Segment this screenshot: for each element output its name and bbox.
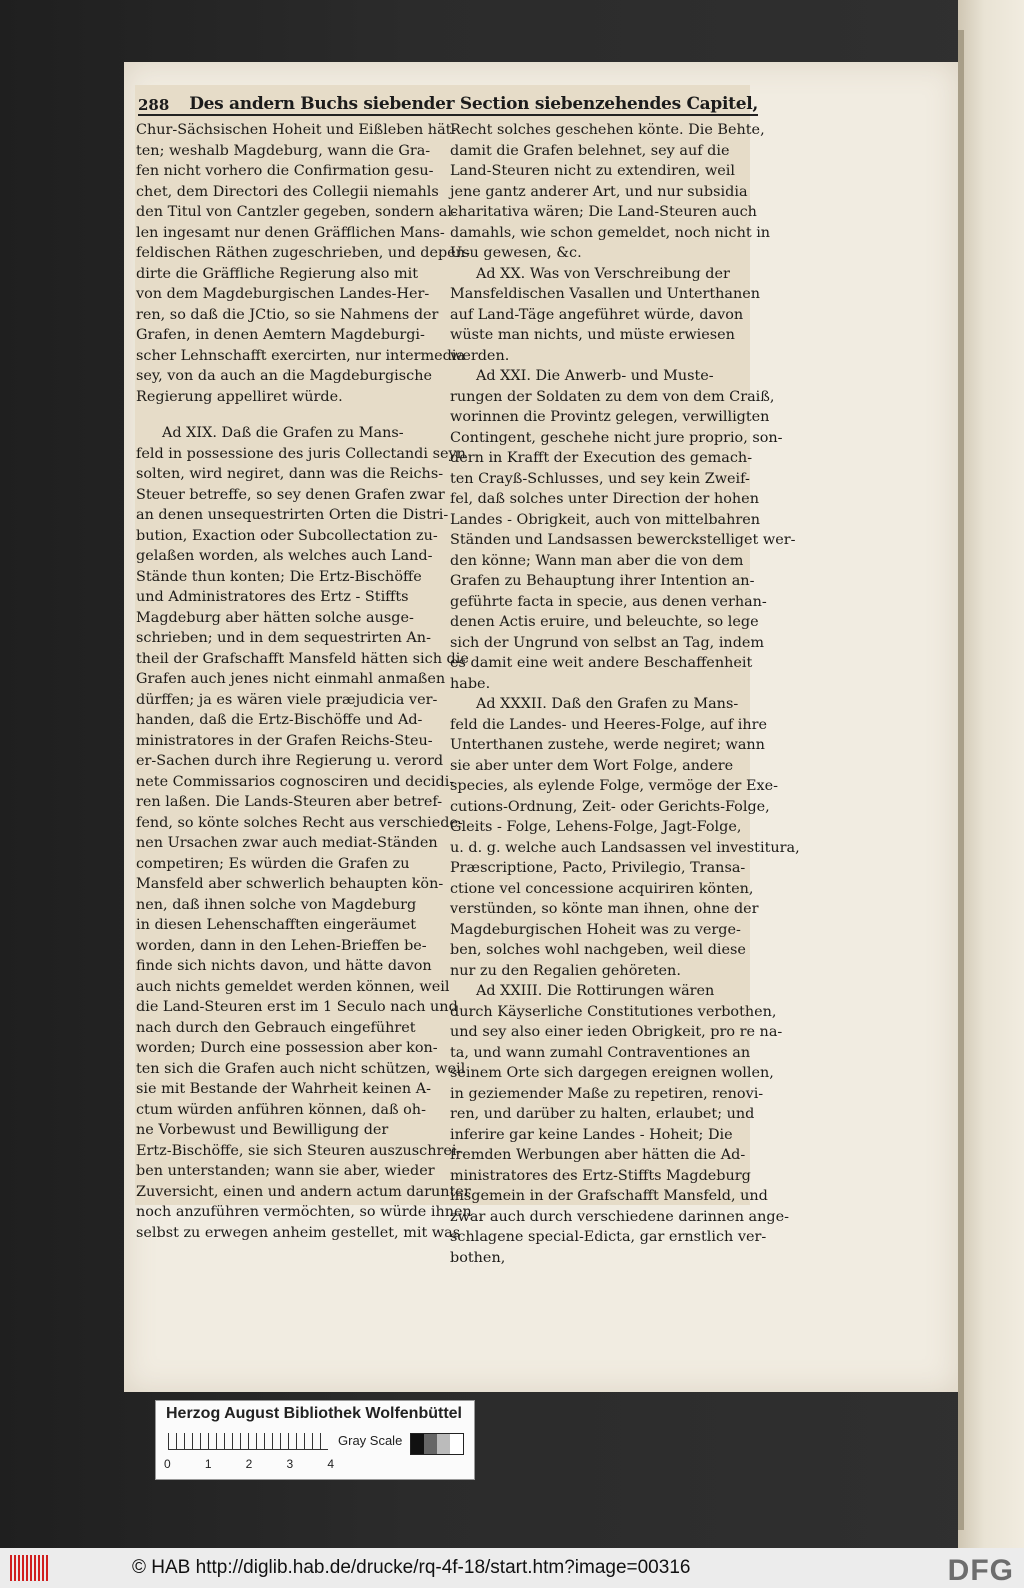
text-line: nur zu den Regalien gehöreten.	[450, 962, 681, 979]
text-line: ren laßen. Die Lands-Steuren aber betref-	[136, 794, 443, 810]
running-title: Des andern Buchs siebender Section siebenzehendes Capitel,	[189, 94, 758, 114]
text-line: sie aber unter dem Wort Folge, andere	[450, 757, 734, 774]
text-line: noch anzuführen vermöchten, so würde ihnen	[136, 1204, 472, 1220]
text-line: jene gantz anderer Art, und nur subsidia	[450, 183, 748, 200]
gray-swatch	[450, 1434, 463, 1454]
text-line: feld die Landes- und Heeres-Folge, auf ihre	[450, 716, 767, 733]
text-line: Ad XXXII. Daß den Grafen zu Mans-	[476, 696, 739, 712]
ruler-number: 1	[204, 1457, 212, 1471]
dfg-logo: DFG	[947, 1554, 1014, 1587]
library-name: Herzog August Bibliothek Wolfenbüttel	[166, 1405, 462, 1422]
text-line: Mansfeldischen Vasallen und Unterthanen	[450, 286, 761, 302]
text-line: damahls, wie schon gemeldet, noch nicht in	[450, 224, 771, 241]
text-line: ten Crayß-Schlusses, und sey kein Zweif-	[450, 470, 750, 487]
text-line: cutions-Ordnung, Zeit- oder Gerichts-Folge,	[450, 798, 770, 815]
text-line: dern in Krafft der Execution des gemach-	[450, 450, 753, 466]
text-line: Ad XIX. Daß die Grafen zu Mans-	[162, 425, 404, 441]
text-line: insgemein in der Grafschafft Mansfeld, und	[450, 1188, 768, 1204]
text-line: worden; Durch eine possession aber kon-	[136, 1040, 438, 1056]
text-line: len ingesamt nur denen Gräfflichen Mans-	[136, 224, 445, 241]
text-line: species, als eylende Folge, vermöge der Exe-	[450, 778, 778, 794]
ruler-number: 0	[164, 1457, 171, 1471]
text-line: fen nicht vorhero die Confirmation gesu-	[136, 163, 434, 179]
text-line: ministratores in der Grafen Reichs-Steu-	[136, 732, 433, 749]
paragraph-gap	[136, 407, 436, 423]
text-line: sie mit Bestande der Wahrheit keinen A-	[136, 1081, 432, 1097]
text-line: ctione vel concessione acquiriren könten,	[450, 880, 754, 897]
text-line: Gleits - Folge, Lehens-Folge, Jagt-Folge,	[450, 819, 742, 835]
scale-ruler	[168, 1433, 328, 1450]
text-line: ren, so daß die JCtio, so sie Nahmens der	[136, 306, 439, 323]
text-line: dirte die Gräffliche Regierung also mit	[136, 265, 418, 282]
text-line: in geziemender Maße zu repetiren, renovi-	[450, 1085, 764, 1102]
text-line: es damit eine weit andere Beschaffenheit	[450, 655, 753, 671]
next-page-edge	[958, 0, 1024, 1548]
text-line: finde sich nichts davon, und hätte davon	[136, 958, 432, 974]
gray-swatch	[424, 1434, 437, 1454]
text-line: und sey also einer ieden Obrigkeit, pro re na-	[450, 1024, 783, 1040]
text-line: und Administratores des Ertz - Stiffts	[136, 589, 409, 605]
text-line: sey, von da auch an die Magdeburgische	[136, 368, 433, 384]
text-line: sich der Ungrund von selbst an Tag, indem	[450, 634, 765, 651]
text-line: Steuer betreffe, so sey denen Grafen zwar	[136, 486, 445, 503]
text-line: handen, daß die Ertz-Bischöffe und Ad-	[136, 712, 423, 728]
text-line: nach durch den Gebrauch eingeführet	[136, 1019, 416, 1036]
gray-scale-swatches	[410, 1433, 464, 1455]
page-header	[138, 88, 758, 116]
text-line: durch Käyserliche Constitutiones verbothen,	[450, 1003, 777, 1020]
text-line: schrieben; und in dem sequestrirten An-	[136, 630, 431, 646]
text-line: selbst zu erwegen anheim gestellet, mit was	[136, 1224, 461, 1241]
text-line: ta, und wann zumahl Contraventiones an	[450, 1044, 751, 1061]
gray-swatch	[411, 1434, 424, 1454]
text-line: Magdeburg aber hätten solche ausge-	[136, 609, 414, 626]
text-line: Magdeburgischen Hoheit was zu verge-	[450, 921, 741, 938]
text-line: Ad XXIII. Die Rottirungen wären	[476, 983, 715, 999]
text-line: denen Actis eruire, und beleuchte, so lege	[450, 614, 759, 630]
text-line: habe.	[450, 675, 491, 692]
credit-link[interactable]: © HAB http://diglib.hab.de/drucke/rq-4f-18/start.htm?image=00316	[132, 1557, 691, 1578]
text-line: Recht solches geschehen könte. Die Behte,	[450, 122, 765, 138]
text-line: seinem Orte sich dargegen ereignen wollen,	[450, 1065, 774, 1081]
text-line: er-Sachen durch ihre Regierung u. verord	[136, 753, 444, 769]
text-line: Ertz-Bischöffe, sie sich Steuren auszuschrei-	[136, 1142, 462, 1159]
text-line: solten, wird negiret, dann was die Reichs-	[136, 466, 444, 482]
text-line: competiren; Es würden die Grafen zu	[136, 855, 410, 872]
text-line: worden, dann in den Lehen-Brieffen be-	[136, 937, 427, 954]
text-line: Ad XX. Was von Verschreibung der	[476, 265, 730, 282]
text-line: Ad XXI. Die Anwerb- und Muste-	[476, 368, 714, 384]
ruler-numbers	[164, 1457, 334, 1471]
text-line: ben, solches wohl nachgeben, weil diese	[450, 942, 746, 958]
text-line: Zuversicht, einen und andern actum darunter	[136, 1183, 471, 1200]
text-line: u. d. g. welche auch Landsassen vel investitura,	[450, 839, 800, 856]
text-line: den Titul von Cantzler gegeben, sondern al-	[136, 204, 457, 220]
text-line: Unterthanen zustehe, werde negiret; wann	[450, 737, 765, 753]
text-line: ne Vorbewust und Bewilligung der	[136, 1122, 389, 1138]
text-line: scher Lehnschafft exercirten, nur intermedia	[136, 347, 466, 364]
text-line: nete Commissarios cognosciren und decidi-	[136, 773, 455, 790]
text-line: in diesen Lehenschafften eingeräumet	[136, 917, 417, 933]
text-line: ben unterstanden; wann sie aber, wieder	[136, 1163, 435, 1179]
text-line: Chur-Sächsischen Hoheit und Eißleben hät-	[136, 122, 457, 138]
text-line: ten; weshalb Magdeburg, wann die Gra-	[136, 142, 431, 159]
text-line: bution, Exaction oder Subcollectation zu-	[136, 527, 438, 544]
text-line: Land-Steuren nicht zu extendiren, weil	[450, 163, 735, 179]
text-line: nen, daß ihnen solche von Magdeburg	[136, 896, 417, 913]
text-line: Usu gewesen, &c.	[450, 245, 582, 261]
text-line: Præscriptione, Pacto, Privilegio, Transa-	[450, 860, 746, 876]
text-line: damit die Grafen belehnet, sey auf die	[450, 142, 730, 159]
text-line: ren, und darüber zu halten, erlaubet; und	[450, 1106, 755, 1122]
page-edge-shadow	[958, 30, 964, 1530]
text-line: Grafen auch jenes nicht einmahl anmaßen	[136, 671, 446, 687]
text-line: ctum würden anführen können, daß oh-	[136, 1101, 426, 1118]
text-line: fremden Werbungen aber hätten die Ad-	[450, 1147, 746, 1163]
text-line: geführte facta in specie, aus denen verhan-	[450, 593, 767, 610]
text-line: auf Land-Täge angeführet würde, davon	[450, 306, 744, 323]
text-line: worinnen die Provintz gelegen, verwilligten	[450, 409, 770, 425]
gray-swatch	[437, 1434, 450, 1454]
text-line: inferire gar keine Landes - Hoheit; Die	[450, 1126, 733, 1143]
text-line: fend, so könte solches Recht aus verschiede-	[136, 814, 463, 831]
text-line: charitativa wären; Die Land-Steuren auch	[450, 204, 757, 220]
text-line: gelaßen worden, als welches auch Land-	[136, 548, 433, 564]
text-line: bothen,	[450, 1249, 506, 1266]
text-line: fel, daß solches unter Direction der hohen	[450, 491, 759, 507]
text-line: den könne; Wann man aber die von dem	[450, 552, 744, 569]
text-line: Grafen, in denen Aemtern Magdeburgi-	[136, 327, 425, 343]
text-line: auch nichts gemeldet werden können, weil	[136, 978, 450, 995]
ruler-number: 4	[327, 1457, 334, 1471]
text-line: Contingent, geschehe nicht jure proprio, son-	[450, 429, 783, 446]
text-line: ministratores des Ertz-Stiffts Magdeburg	[450, 1167, 751, 1184]
text-line: dürffen; ja es wären viele præjudicia ver-	[136, 691, 438, 708]
text-line: nen Ursachen zwar auch mediat-Ständen	[136, 835, 438, 851]
barcode-icon	[10, 1555, 50, 1581]
right-text-column	[450, 120, 800, 1268]
color-calibration-card	[155, 1400, 475, 1480]
gray-scale-label: Gray Scale	[338, 1433, 403, 1448]
text-line: Grafen zu Behauptung ihrer Intention an-	[450, 573, 755, 589]
text-line: die Land-Steuren erst im 1 Seculo nach und	[136, 999, 458, 1015]
text-line: chet, dem Directori des Collegii niemahls	[136, 183, 439, 200]
text-line: Ständen und Landsassen bewerckstelliget wer-	[450, 532, 796, 548]
text-line: wüste man nichts, und müste erwiesen	[450, 327, 735, 343]
text-line: feldischen Räthen zugeschrieben, und depen-	[136, 245, 470, 261]
text-line: feld in possessione des juris Collectandi seyn	[136, 445, 466, 462]
text-line: Mansfeld aber schwerlich behaupten kön-	[136, 876, 444, 892]
page-number: 288	[138, 96, 170, 114]
ruler-number: 2	[245, 1457, 253, 1471]
text-line: zwar auch durch verschiedene darinnen ange-	[450, 1208, 789, 1225]
text-line: ten sich die Grafen auch nicht schützen, weil	[136, 1060, 466, 1077]
text-line: von dem Magdeburgischen Landes-Her-	[136, 286, 430, 302]
footer-bar	[0, 1548, 1024, 1588]
text-line: rungen der Soldaten zu dem von dem Craiß,	[450, 388, 775, 405]
text-line: verstünden, so könte man ihnen, ohne der	[450, 901, 759, 917]
text-line: an denen unsequestrirten Orten die Distri-	[136, 507, 449, 523]
text-line: schlagene special-Edicta, gar ernstlich ver-	[450, 1229, 767, 1245]
text-line: Landes - Obrigkeit, auch von mittelbahren	[450, 511, 761, 528]
text-line: Stände thun konten; Die Ertz-Bischöffe	[136, 568, 422, 585]
ruler-number: 3	[286, 1457, 294, 1471]
text-line: Regierung appelliret würde.	[136, 388, 343, 405]
text-line: werden.	[450, 347, 510, 364]
text-line: theil der Grafschafft Mansfeld hätten sich die	[136, 650, 469, 667]
